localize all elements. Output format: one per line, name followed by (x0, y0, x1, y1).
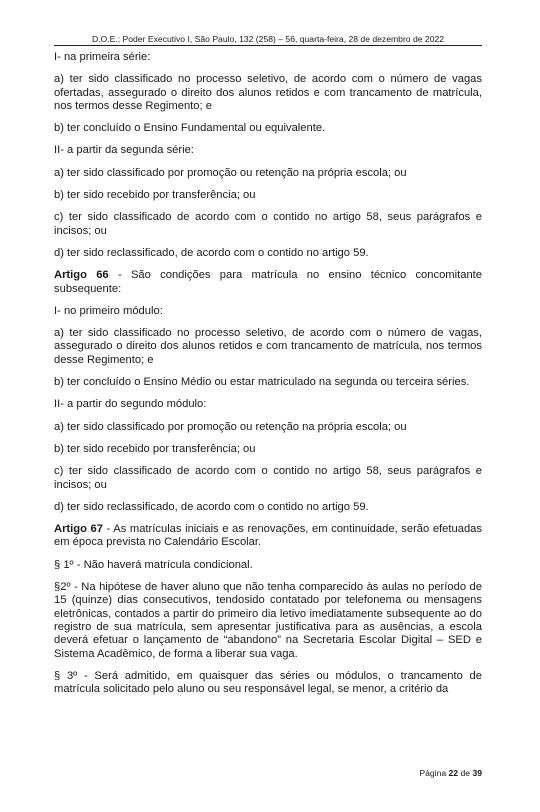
page-footer (419, 768, 482, 778)
article-heading: Artigo 66 (54, 269, 109, 282)
header-divider (54, 45, 482, 46)
page-number: 22 (448, 768, 459, 778)
paragraph: a) ter sido classificado no processo seletivo, de acordo com o número de vagas ofertadas, assegurado o direito dos alunos retidos e com trancamento de matrícula, nos termos desse Regimento; e (54, 73, 482, 112)
paragraph: a) ter sido classificado por promoção ou retenção na própria escola; ou (54, 166, 407, 179)
page-of: de (460, 768, 471, 778)
paragraph: b) ter sido recebido por transferência; ou (54, 442, 256, 455)
page-total: 39 (472, 768, 482, 778)
paragraph: b) ter sido recebido por transferência; ou (54, 189, 256, 202)
paragraph: b) ter concluído o Ensino Fundamental ou equivalente. (54, 122, 326, 135)
paragraph: b) ter concluído o Ensino Médio ou estar matriculado na segunda ou terceira séries. (54, 376, 470, 389)
paragraph: II- a partir da segunda série: (54, 144, 194, 157)
paragraph: c) ter sido classificado de acordo com o contido no artigo 58, seus parágrafos e incisos; ou (54, 465, 482, 491)
document-body (54, 51, 482, 705)
paragraph: a) ter sido classificado por promoção ou retenção na própria escola; ou (54, 420, 407, 433)
paragraph: § 1º - Não haverá matrícula condicional. (54, 558, 253, 571)
paragraph: I- no primeiro módulo: (54, 304, 163, 317)
paragraph: I- na primeira série: (54, 51, 151, 63)
paragraph: §2º - Na hipótese de haver aluno que não tenha comparecido às aulas no período de 15 (quinze) dias consecutivos, tendosido contatado por telefonema ou mensagens eletrônicas, contados a partir do primeiro dia letivo imediatamente subsequente ao do registro de sua matrícula, sem apresentar justificativa para as ausências, a escola deverá efetuar o lançamento de “abandono” na Secretaria Escolar Digital – SED e Sistema Acadêmico, de forma a liberar sua vaga. (54, 581, 482, 660)
paragraph: § 3º - Será admitido, em quaisquer das séries ou módulos, o trancamento de matrícula solicitado pelo aluno ou seu responsável legal, se menor, a critério da (54, 669, 482, 696)
article-heading: Artigo 67 (54, 523, 103, 536)
page-header: D.O.E.; Poder Executivo I, São Paulo, 132 (258) – 56, quarta-feira, 28 de dezembro de 2022 (91, 34, 445, 44)
paragraph: II- a partir do segundo módulo: (54, 398, 207, 411)
paragraph: d) ter sido reclassificado, de acordo com o contido no artigo 59. (54, 246, 369, 259)
page-label: Página (419, 768, 447, 778)
paragraph: a) ter sido classificado no processo seletivo, de acordo com o número de vagas, assegurado o direito dos alunos retidos e com trancamento de matrícula, nos termos desse Regimento; e (54, 327, 482, 366)
article-67-paragraph: Artigo 67 - As matrículas iniciais e as renovações, em continuidade, serão efetuadas em época prevista no Calendário Escolar. (54, 523, 482, 549)
article-66-paragraph: Artigo 66 - São condições para matrícula no ensino técnico concomitante subsequente: (54, 269, 482, 295)
paragraph: c) ter sido classificado de acordo com o contido no artigo 58, seus parágrafos e incisos; ou (54, 211, 482, 237)
paragraph: d) ter sido reclassificado, de acordo com o contido no artigo 59. (54, 500, 369, 513)
